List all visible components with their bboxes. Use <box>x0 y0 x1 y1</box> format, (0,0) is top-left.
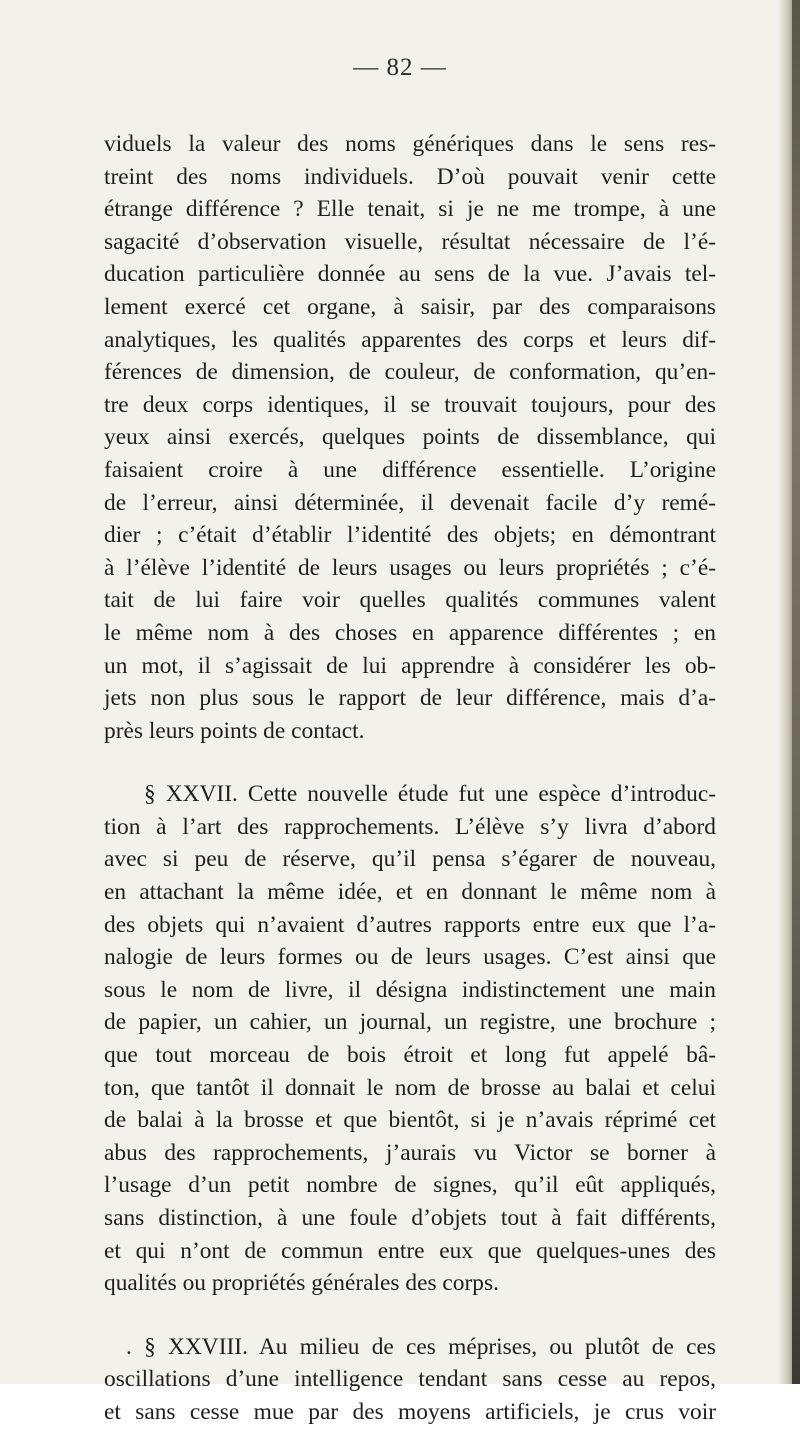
text-line: des objets qui n’avaient d’autres rapports entre eux que l’a- <box>104 911 716 938</box>
text-line: étrange différence ? Elle tenait, si je ne me trompe, à une <box>104 196 716 223</box>
text-line: tre deux corps identiques, il se trouvait toujours, pour des <box>104 391 716 418</box>
text-line: sous le nom de livre, il désigna indistinctement une main <box>104 976 716 1003</box>
paragraph-section-xxvii <box>104 778 716 1300</box>
text-line: près leurs points de contact. <box>104 717 365 744</box>
text-line: § XXVII. Cette nouvelle étude fut une espèce d’introduc- <box>144 781 716 808</box>
text-line: que tout morceau de bois étroit et long fut appelé bâ- <box>104 1042 716 1069</box>
page-number: — 82 — <box>353 54 447 81</box>
paragraph-spacer <box>104 1300 716 1331</box>
body-text <box>104 128 716 1429</box>
text-line: treint des noms individuels. D’où pouvait venir cette <box>104 163 716 190</box>
text-line: ton, que tantôt il donnait le nom de brosse au balai et celui <box>104 1074 716 1101</box>
text-line: avec si peu de réserve, qu’il pensa s’égarer de nouveau, <box>104 846 716 873</box>
text-line: . § XXVIII. Au milieu de ces méprises, ou plutôt de ces <box>126 1333 716 1360</box>
page-edge-binding <box>792 0 800 1384</box>
text-line: l’usage d’un petit nombre de signes, qu’il eût appliqués, <box>104 1172 716 1199</box>
text-line: sagacité d’observation visuelle, résultat nécessaire de l’é- <box>104 228 716 255</box>
text-line: tait de lui faire voir quelles qualités communes valent <box>104 587 716 614</box>
text-line: lement exercé cet organe, à saisir, par des comparaisons <box>104 293 716 320</box>
text-line: de balai à la brosse et que bientôt, si je n’avais réprimé cet <box>104 1107 716 1134</box>
text-line: à l’élève l’identité de leurs usages ou leurs propriétés ; c’é- <box>104 554 716 581</box>
text-line: qualités ou propriétés générales des corps. <box>104 1270 499 1297</box>
text-line: le même nom à des choses en apparence différentes ; en <box>104 619 716 646</box>
text-line: et sans cesse mue par des moyens artificiels, je crus voir <box>104 1398 716 1425</box>
text-line: oscillations d’une intelligence tendant sans cesse au repos, <box>104 1366 716 1393</box>
text-line: de papier, un cahier, un journal, un registre, une brochure ; <box>104 1009 716 1036</box>
text-line: analytiques, les qualités apparentes des corps et leurs dif- <box>104 326 716 353</box>
text-line: un mot, il s’agissait de lui apprendre à considérer les ob- <box>104 652 716 679</box>
text-line: jets non plus sous le rapport de leur différence, mais d’a- <box>104 685 716 712</box>
paragraph-spacer <box>104 747 716 778</box>
text-line: faisaient croire à une différence essentielle. L’origine <box>104 456 716 483</box>
text-line: férences de dimension, de couleur, de conformation, qu’en- <box>104 359 716 386</box>
text-line: en attachant la même idée, et en donnant le même nom à <box>104 879 716 906</box>
text-line: nalogie de leurs formes ou de leurs usages. C’est ainsi que <box>104 944 716 971</box>
paragraph-1 <box>104 128 716 747</box>
text-line: de l’erreur, ainsi déterminée, il devenait facile d’y remé- <box>104 489 716 516</box>
text-line: tion à l’art des rapprochements. L’élève s’y livra d’abord <box>104 813 716 840</box>
text-line: ducation particulière donnée au sens de la vue. J’avais tel- <box>104 261 716 288</box>
text-line: sans distinction, à une foule d’objets tout à fait différents, <box>104 1205 716 1231</box>
text-line: abus des rapprochements, j’aurais vu Victor se borner à <box>104 1139 716 1166</box>
text-line: yeux ainsi exercés, quelques points de dissemblance, qui <box>104 424 716 451</box>
text-line: et qui n’ont de commun entre eux que quelques-unes des <box>104 1237 716 1264</box>
text-line: viduels la valeur des noms génériques dans le sens res- <box>104 131 716 157</box>
text-line: dier ; c’était d’établir l’identité des objets; en démontrant <box>104 522 716 549</box>
paragraph-section-xxviii <box>104 1331 716 1429</box>
